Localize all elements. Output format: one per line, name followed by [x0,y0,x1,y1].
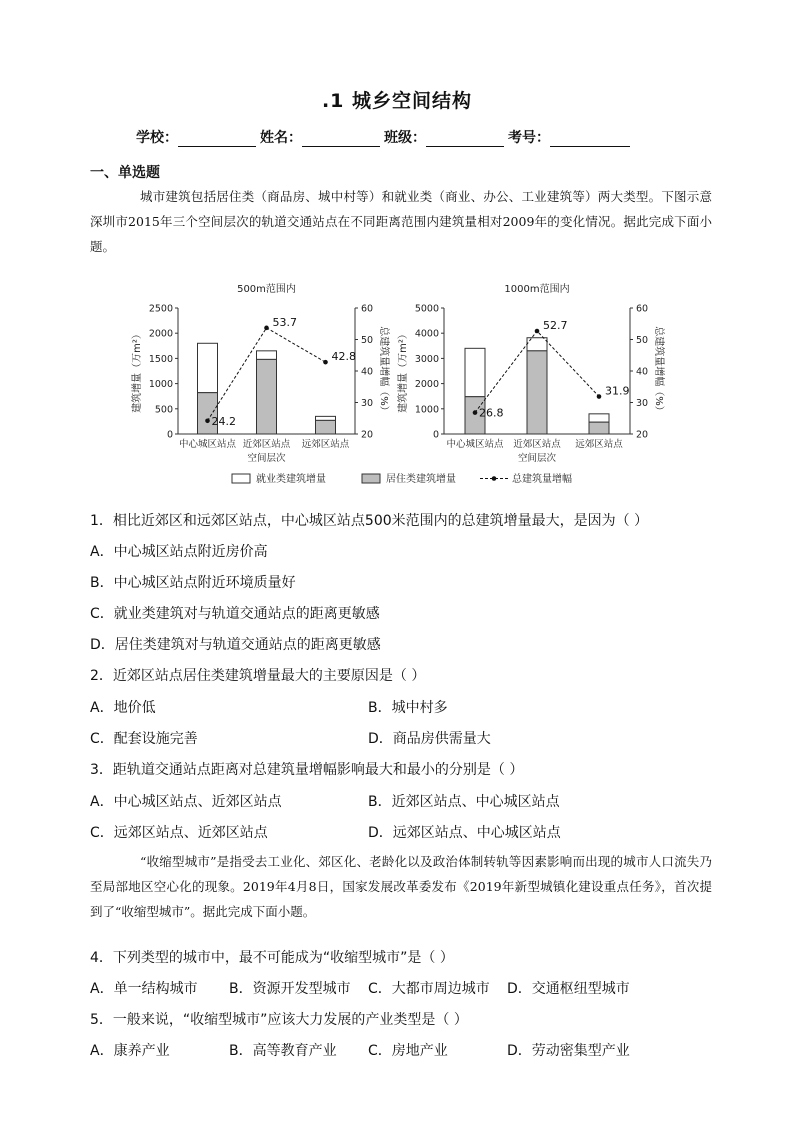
bar-residential [589,422,609,434]
bar-employment [589,414,609,422]
q2-option-c[interactable]: C．配套设施完善 [90,731,198,747]
point-total-growth [323,360,328,365]
q3-option-c[interactable]: C．远郊区站点、近郊区站点 [90,825,268,841]
data-label-total-growth: 52.7 [543,318,568,332]
question-1: 1．相比近郊区和远郊区站点，中心城区站点500米范围内的总建筑增量最大，是因为（ ） [90,513,649,529]
y2-tick-label: 30 [361,398,374,409]
q2-option-b[interactable]: B．城中村多 [368,700,448,716]
bar-employment [465,348,485,396]
x-tick-label: 远郊区站点 [301,439,350,450]
y-tick-label: 4000 [414,328,439,340]
y2-tick-label: 60 [361,303,374,315]
point-total-growth [535,329,540,334]
q4-option-b[interactable]: B．资源开发型城市 [229,981,351,997]
question-3: 3．距轨道交通站点距离对总建筑量增幅影响最大和最小的分别是（ ） [90,762,524,778]
legend-label-total: 总建筑量增幅 [512,474,572,485]
point-total-growth [205,418,210,423]
chart-500m [130,282,391,464]
legend-marker-total [492,476,497,481]
y-tick-label: 1000 [414,404,439,416]
y-tick-label: 1500 [148,353,173,365]
student-info-line [136,127,634,147]
point-total-growth [473,410,478,415]
y2-tick-label: 50 [361,335,374,346]
data-label-total-growth: 31.9 [605,384,630,398]
q4-option-a[interactable]: A．单一结构城市 [90,981,198,997]
legend-swatch-residential [362,474,380,483]
legend-label-residential: 居住类建筑增量 [386,474,456,485]
legend-label-employment: 就业类建筑增量 [256,474,326,485]
y-tick-label: 5000 [414,303,439,315]
q2-option-a[interactable]: A．地价低 [90,700,156,716]
y-tick-label: 3000 [414,353,439,365]
legend-swatch-employment [232,474,250,483]
point-total-growth [597,394,602,399]
x-tick-label: 中心城区站点 [446,439,504,450]
data-label-total-growth: 53.7 [272,315,297,329]
class-blank[interactable] [426,132,504,147]
y-axis-title: 建筑增量（万m²） [398,329,409,413]
x-axis-title: 空间层次 [517,453,557,464]
q1-option-b[interactable]: B．中心城区站点附近环境质量好 [90,575,296,591]
x-tick-label: 近郊区站点 [513,439,561,450]
bar-residential [257,359,277,434]
q5-option-b[interactable]: B．高等教育产业 [229,1043,337,1059]
question-4: 4．下列类型的城市中，最不可能成为“收缩型城市”是（ ） [90,950,454,966]
y2-tick-label: 40 [361,366,374,378]
bar-employment [257,351,277,360]
y2-axis-title: 总建筑量增幅（%） [653,326,664,416]
y-tick-label: 500 [154,404,173,416]
bar-employment [316,416,336,420]
x-axis-title: 空间层次 [247,453,286,464]
y2-tick-label: 20 [361,429,374,441]
x-tick-label: 近郊区站点 [242,439,291,450]
q5-option-d[interactable]: D．劳动密集型产业 [507,1043,630,1059]
chart-title: 500m范围内 [237,284,296,295]
exam-no-blank[interactable] [550,132,630,147]
passage-2: “收缩型城市”是指受去工业化、郊区化、老龄化以及政治体制转轨等因素影响而出现的城市人口流失乃至局部地区空心化的现象。2019年4月8日，国家发展改革委发布《2019年新型城镇化建设重点任务》，首次提到了“收缩型城市”。据此完成下面小题。 [90,854,712,919]
y-tick-label: 0 [166,429,173,441]
q1-option-c[interactable]: C．就业类建筑对与轨道交通站点的距离更敏感 [90,606,380,622]
y2-axis-title: 总建筑量增幅（%） [378,326,389,416]
data-label-total-growth: 26.8 [479,406,504,420]
chart-title: 1000m范围内 [504,284,570,295]
y-tick-label: 2500 [148,303,173,315]
bar-residential [198,393,218,434]
name-blank[interactable] [302,132,380,147]
bar-residential [527,351,547,434]
page-title: .1 城乡空间结构 [321,90,473,112]
exam-no-label: 考号： [508,130,550,146]
x-tick-label: 远郊区站点 [575,439,623,450]
chart-legend [232,472,572,485]
school-blank[interactable] [178,132,256,147]
q1-option-a[interactable]: A．中心城区站点附近房价高 [90,544,268,560]
y2-tick-label: 40 [636,366,649,378]
bar-residential [316,420,336,434]
y-tick-label: 2000 [414,379,439,391]
data-label-total-growth: 24.2 [211,414,236,428]
y2-tick-label: 30 [636,398,649,409]
section-title: 一、单选题 [90,165,160,181]
q3-option-d[interactable]: D．远郊区站点、中心城区站点 [368,825,561,841]
bar-employment [198,343,218,392]
chart-figure [0,274,794,494]
question-5: 5．一般来说，“收缩型城市”应该大力发展的产业类型是（ ） [90,1012,468,1028]
y2-tick-label: 60 [636,303,649,315]
passage-1: 城市建筑包括居住类（商品房、城中村等）和就业类（商业、办公、工业建筑等）两大类型。下图示意深圳市2015年三个空间层次的轨道交通站点在不同距离范围内建筑量相对2009年的变化情况。据此完成下面小题。 [90,189,712,254]
q4-option-c[interactable]: C．大都市周边城市 [368,981,490,997]
q5-option-a[interactable]: A．康养产业 [90,1043,170,1059]
y-tick-label: 2000 [148,328,173,340]
q2-option-d[interactable]: D．商品房供需量大 [368,731,491,747]
q4-option-d[interactable]: D．交通枢纽型城市 [507,981,630,997]
q3-option-a[interactable]: A．中心城区站点、近郊区站点 [90,794,282,810]
y2-tick-label: 20 [636,429,649,441]
school-label: 学校： [136,130,178,146]
y2-tick-label: 50 [636,335,649,346]
q1-option-d[interactable]: D．居住类建筑对与轨道交通站点的距离更敏感 [90,637,381,653]
q5-option-c[interactable]: C．房地产业 [368,1043,448,1059]
question-2: 2．近郊区站点居住类建筑增量最大的主要原因是（ ） [90,668,426,684]
chart-1000m [396,282,666,464]
q3-option-b[interactable]: B．近郊区站点、中心城区站点 [368,794,560,810]
x-tick-label: 中心城区站点 [178,439,237,450]
name-label: 姓名： [260,130,302,146]
class-label: 班级： [384,130,426,146]
data-label-total-growth: 42.8 [331,350,356,364]
point-total-growth [264,326,269,331]
y-tick-label: 0 [432,429,439,441]
y-tick-label: 1000 [148,379,173,391]
y-axis-title: 建筑增量（万m²） [132,329,143,413]
